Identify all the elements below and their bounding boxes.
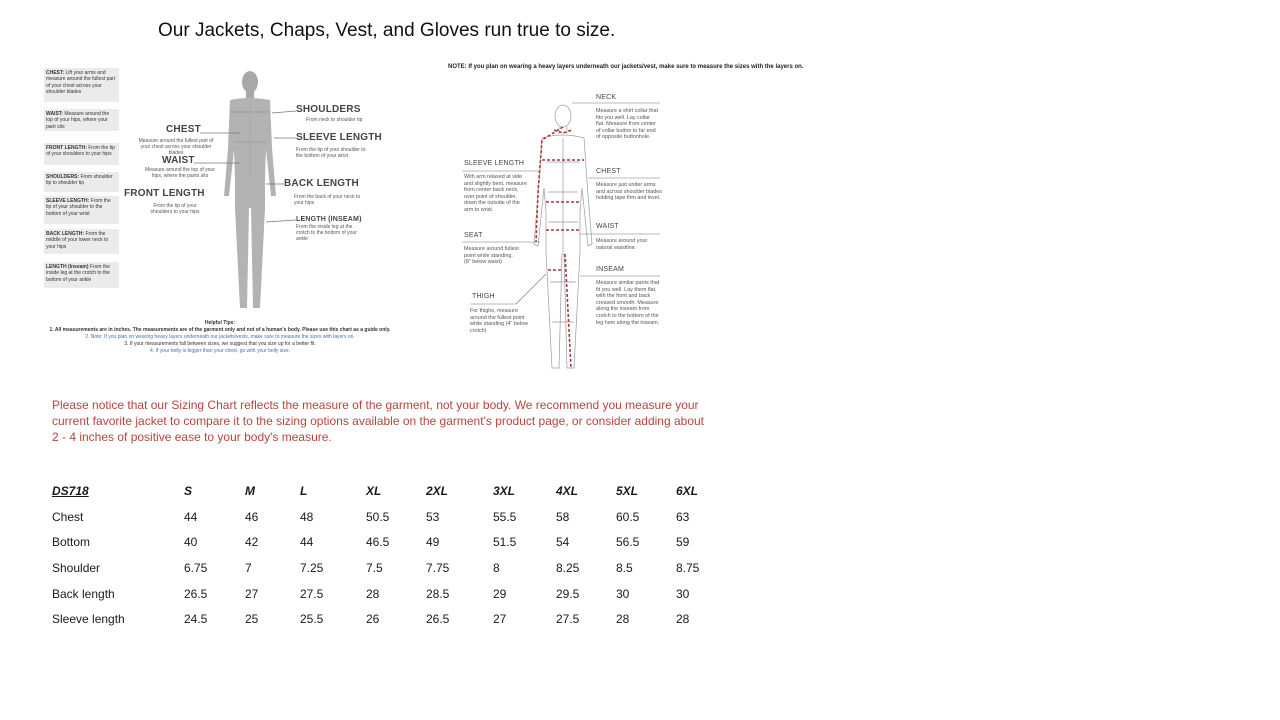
table-cell: 60.5 [616,509,640,524]
tip-shoulders: SHOULDERS: From shoulder tip to shoulder tip [44,172,119,192]
row-label: Chest [52,509,84,524]
tip-sleeve-length: SLEEVE LENGTH: From the tip of your shoulder to the bottom of your wrist [44,196,119,224]
label-neck: NECK [596,94,617,101]
label-shoulders-desc: From neck to shoulder tip [306,117,363,123]
table-cell: 28 [676,612,690,627]
table-cell: 27.5 [300,586,324,601]
model-code: DS718 [52,483,89,498]
table-cell: 46.5 [366,535,390,550]
table-cell: 7.5 [366,560,383,575]
table-cell: 49 [426,535,440,550]
label-sleeve-length-right-desc: With arm relaxed at side and slightly bent, measure from center back neck, over point of shoulder, down the outside of the arm to wrist. [464,174,527,213]
tip-chest: CHEST: Lift your arms and measure around the fullest part of your chest across your shoulder blades [44,68,119,102]
table-cell: 44 [300,535,314,550]
label-chest-right-desc: Measure just under arms and across shoulder blades holding tape firm and level. [596,182,662,202]
label-waist: WAIST [162,155,195,166]
table-cell: 26 [366,612,380,627]
table-cell: 7.25 [300,560,324,575]
size-header: S [184,483,193,498]
label-chest-right: CHEST [596,168,621,175]
table-cell: 26.5 [426,612,450,627]
size-header: 5XL [616,483,639,498]
table-cell: 7 [245,560,252,575]
table-cell: 48 [300,509,314,524]
table-cell: 8 [493,560,500,575]
size-header: 4XL [556,483,579,498]
table-cell: 29.5 [556,586,580,601]
label-seat-desc: Measure around fullest point while standing. (8" below waist) [464,246,519,266]
label-sleeve-length-desc: From the tip of your shoulder to the bottom of your wrist [296,147,366,159]
table-cell: 44 [184,509,198,524]
label-length-inseam: LENGTH (INSEAM) [296,216,362,223]
table-cell: 50.5 [366,509,390,524]
table-cell: 53 [426,509,440,524]
page-headline: Our Jackets, Chaps, Vest, and Gloves run true to size. [158,20,616,41]
label-length-inseam-desc: From the inside leg at the crotch to the bottom of your ankle [296,224,357,242]
label-chest: CHEST [166,124,201,135]
label-front-length: FRONT LENGTH [124,188,205,199]
table-cell: 24.5 [184,612,208,627]
tip-waist: WAIST: Measure around the top of your hips, where your pant sits [44,109,119,131]
table-cell: 54 [556,535,570,550]
table-cell: 8.5 [616,560,633,575]
table-cell: 27 [493,612,507,627]
table-cell: 7.75 [426,560,450,575]
table-cell: 26.5 [184,586,208,601]
table-row [52,555,736,581]
label-sleeve-length: SLEEVE LENGTH [296,132,382,143]
table-cell: 63 [676,509,690,524]
label-front-length-desc: From the tip of your shoulders to your hips [150,203,200,215]
table-row [52,581,736,607]
table-row [52,504,736,530]
table-cell: 30 [676,586,690,601]
garment-measurement-diagram [448,64,804,376]
label-thigh: THIGH [472,293,495,300]
row-label: Shoulder [52,560,101,575]
table-cell: 46 [245,509,259,524]
table-cell: 58 [556,509,570,524]
sizing-notice: Please notice that our Sizing Chart reflects the measure of the garment, not your body. We recommend you measure your current favorite jacket to compare it to the sizing options available on the garment's product page, or consider adding about 2 - 4 inches of positive ease to your body's measure. [52,398,705,444]
table-cell: 59 [676,535,690,550]
table-cell: 51.5 [493,535,517,550]
tip-length-inseam: LENGTH (Inseam) From the inside leg at the crotch to the bottom of your ankle [44,262,119,288]
row-label: Sleeve length [52,612,125,627]
layers-note: NOTE: If you plan on wearing a heavy layers underneath our jackets/vest, make sure to measure the sizes with the layers on. [448,64,804,70]
label-shoulders: SHOULDERS [296,104,361,115]
table-cell: 40 [184,535,198,550]
label-inseam-right-desc: Measure similar pants that fit you well. Lay them flat, with the front and back creased smooth. Measure along the inseam from crotch to the bottom of the leg hem along the inseam. [596,280,660,326]
table-row [52,606,736,632]
size-header: XL [366,483,382,498]
label-back-length: BACK LENGTH [284,178,359,189]
table-cell: 42 [245,535,259,550]
row-label: Back length [52,586,115,601]
table-cell: 55.5 [493,509,517,524]
helpful-tips: Helpful Tips: 1. All measurements are in inches. The measurements are of the garment only and not of a human's body. Please use this chart as a guide only. 2. Note: If you plan on wearing heavy layers underneath our jackets/vests, make sure to measure the sizes with layers on. 3. If your measurements fall between sizes, we suggest that you size up for a better fit. 4. If your belly is bigger than your chest, go with your belly size. [49,320,391,354]
label-back-length-desc: From the back of your neck to your hips [294,194,361,206]
size-header: 2XL [426,483,449,498]
table-cell: 27.5 [556,612,580,627]
table-cell: 28.5 [426,586,450,601]
label-sleeve-length-right: SLEEVE LENGTH [464,160,525,167]
label-neck-desc: Measure a shirt collar that fits you well. Lay collar flat. Measure from center of collar button to far end of opposite buttonhole. [596,108,659,141]
size-table-header [52,478,736,504]
body-measurement-diagram [44,64,396,374]
table-cell: 28 [366,586,380,601]
label-chest-desc: Measure around the fullest part of your chest across your shoulder blades [138,138,214,156]
table-cell: 29 [493,586,507,601]
label-waist-right-desc: Measure around your natural waistline. [596,238,648,251]
size-table [52,478,736,632]
diagram-leader-lines [44,64,396,314]
label-waist-desc: Measure around the top of your hips, where the pants sits [145,167,215,179]
size-header: M [245,483,255,498]
table-cell: 28 [616,612,630,627]
label-waist-right: WAIST [596,223,619,230]
size-header: 3XL [493,483,516,498]
label-seat: SEAT [464,232,483,239]
table-cell: 27 [245,586,259,601]
table-cell: 25 [245,612,259,627]
table-cell: 56.5 [616,535,640,550]
table-cell: 8.75 [676,560,700,575]
size-header: L [300,483,308,498]
tip-back-length: BACK LENGTH: From the middle of your lower neck to your hips [44,229,119,254]
label-thigh-desc: For thighs, measure around the fullest point while standing (4" below crotch) [470,308,528,334]
table-cell: 25.5 [300,612,324,627]
row-label: Bottom [52,535,91,550]
table-cell: 8.25 [556,560,580,575]
label-inseam-right: INSEAM [596,266,625,273]
table-row [52,529,736,555]
size-header: 6XL [676,483,699,498]
table-cell: 6.75 [184,560,208,575]
tip-front-length: FRONT LENGTH: From the tip of your shoulders to your hips [44,143,119,165]
table-cell: 30 [616,586,630,601]
